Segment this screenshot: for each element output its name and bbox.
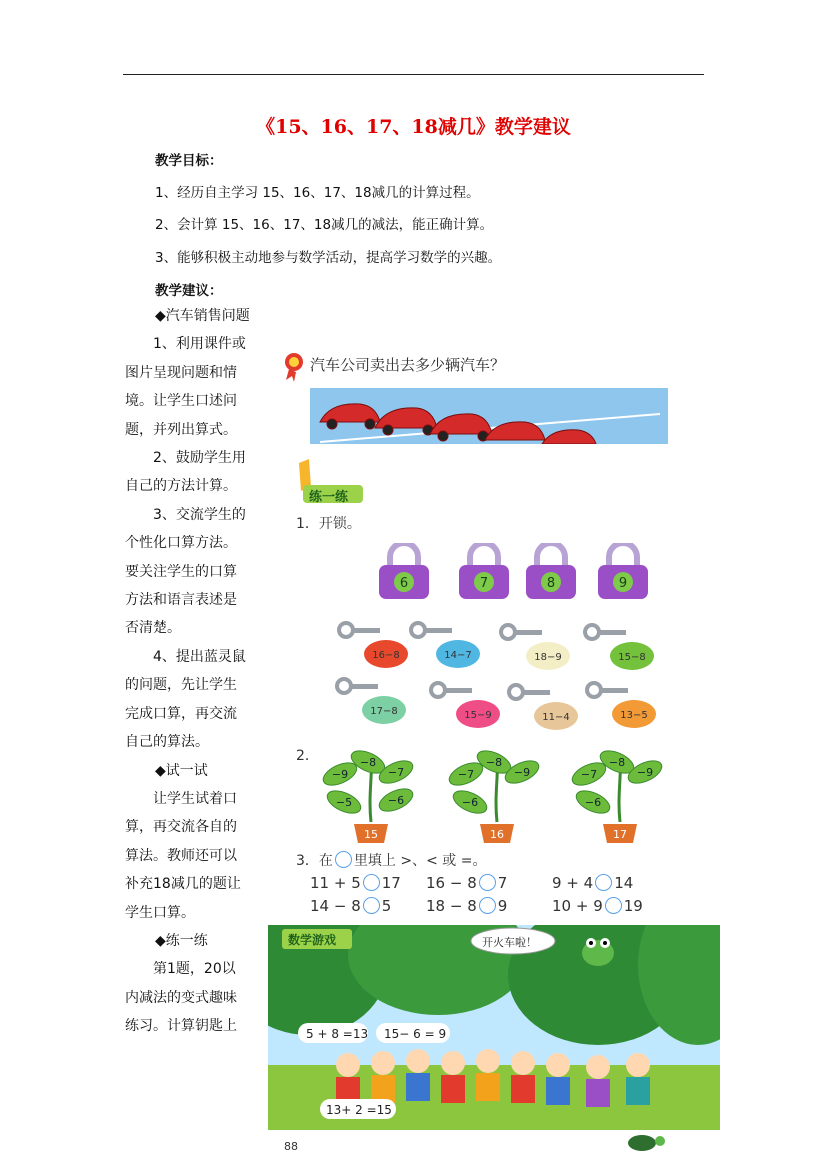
compare-left: 16 − 8 [426, 874, 477, 892]
lock-number: 7 [479, 576, 489, 591]
key-expression: 16−8 [372, 650, 400, 661]
compare-right: 14 [614, 874, 634, 892]
lock-number: 8 [546, 576, 556, 591]
side-line: 算，再交流各自的 [125, 819, 237, 836]
compare-item [310, 874, 401, 892]
side-line: ◆练一练 [155, 932, 208, 949]
game-label: 数学游戏 [288, 933, 337, 947]
leaf-label: −5 [335, 796, 353, 809]
q3-suffix: 里填上 >、< 或 =。 [353, 853, 487, 869]
compare-item [426, 897, 507, 915]
key-expression: 17−8 [370, 706, 398, 717]
goal-3: 3、能够积极主动地参与数学活动，提高学习数学的兴趣。 [155, 250, 502, 266]
side-line: 图片呈现问题和情 [125, 364, 237, 381]
leaf-label: −9 [636, 766, 654, 779]
q2-label: 2． [296, 748, 319, 764]
lock-number: 6 [399, 576, 409, 591]
car-figure [280, 344, 672, 444]
key [506, 682, 596, 734]
compare-item [552, 897, 643, 915]
answer-circle[interactable] [363, 874, 380, 891]
goal-2: 2、会计算 15、16、17、18减几的减法，能正确计算。 [155, 217, 494, 233]
side-line: 要关注学生的口算 [125, 563, 237, 580]
compare-right: 5 [381, 897, 392, 915]
compare-left: 10 + 9 [552, 897, 603, 915]
answer-circle[interactable] [479, 874, 496, 891]
plant-17 [567, 744, 673, 844]
key [498, 622, 588, 674]
answer-circle[interactable] [595, 874, 612, 891]
side-line: 自己的算法。 [125, 734, 209, 751]
side-line: 方法和语言表述是 [125, 592, 237, 609]
q3-prefix: 3．在 [296, 853, 333, 869]
key-expression: 13−5 [620, 710, 648, 721]
leaf-label: −6 [387, 794, 405, 807]
side-line: 3、交流学生的 [153, 506, 246, 523]
side-line: ◆汽车销售问题 [155, 308, 250, 324]
side-line: ◆试一试 [155, 762, 208, 779]
leaf-label: −9 [331, 768, 349, 781]
practice-banner [287, 457, 367, 507]
key [408, 620, 498, 672]
answer-circle[interactable] [605, 897, 622, 914]
frog-icon [582, 938, 614, 966]
page-number: 88 [284, 1140, 298, 1153]
speech-text: 开火车啦！ [482, 936, 537, 949]
compare-item [552, 874, 633, 892]
car-question: 汽车公司卖出去多少辆汽车？ [310, 356, 506, 374]
key-expression: 11−4 [542, 712, 570, 723]
plant-16 [444, 744, 550, 844]
key-expression: 14−7 [444, 650, 472, 661]
leaf-label: −6 [461, 796, 479, 809]
train-eq-2: 15− 6 = 9 [384, 1027, 447, 1041]
side-line: 完成口算，再交流 [125, 705, 237, 722]
key [334, 676, 424, 728]
pot-number: 16 [490, 828, 504, 841]
side-column [125, 302, 253, 1041]
side-line: 算法。教师还可以 [125, 847, 237, 864]
key-expression: 18−9 [534, 652, 562, 663]
leaf-label: −7 [387, 766, 405, 779]
side-line: 自己的方法计算。 [125, 478, 237, 495]
compare-right: 17 [381, 874, 401, 892]
answer-circle[interactable] [479, 897, 496, 914]
math-game-scene [268, 925, 720, 1130]
side-line: 练习。计算钥匙上 [125, 1018, 237, 1035]
medal-icon [285, 353, 303, 382]
leaf-label: −9 [513, 766, 531, 779]
compare-item [310, 897, 391, 915]
q1-label: 1．开锁。 [296, 516, 361, 532]
lock-8 [520, 543, 582, 601]
side-line: 否清楚。 [125, 620, 181, 637]
leaf-label: −6 [584, 796, 602, 809]
compare-right: 19 [623, 897, 643, 915]
leaf-label: −8 [485, 756, 503, 769]
goal-1: 1、经历自主学习 15、16、17、18减几的计算过程。 [155, 185, 480, 201]
practice-label: 练一练 [309, 490, 349, 505]
leaf-label: −7 [457, 768, 475, 781]
q3-label [296, 850, 486, 870]
compare-left: 9 + 4 [552, 874, 594, 892]
key [584, 680, 674, 732]
side-line: 2、鼓励学生用 [153, 450, 246, 467]
lock-7 [453, 543, 515, 601]
pot-number: 15 [364, 828, 378, 841]
side-line: 4、提出蓝灵鼠 [153, 648, 246, 665]
lock-6 [373, 543, 435, 601]
train-eq-3: 13+ 2 =15 [326, 1103, 392, 1117]
side-line: 的问题，先让学生 [125, 677, 237, 694]
header-rule [123, 74, 704, 75]
compare-item [426, 874, 507, 892]
side-line: 第1题，20以 [153, 961, 236, 978]
compare-left: 18 − 8 [426, 897, 477, 915]
compare-left: 11 + 5 [310, 874, 361, 892]
page-title: 《15、16、17、18减几》教学建议 [256, 116, 571, 138]
side-line: 1、利用课件或 [153, 336, 246, 353]
compare-left: 14 − 8 [310, 897, 361, 915]
compare-right: 9 [497, 897, 508, 915]
side-line: 补充18减几的题让 [125, 876, 241, 893]
goals-heading: 教学目标： [155, 153, 223, 169]
side-line: 个性化口算方法。 [125, 535, 237, 552]
leaf-label: −8 [359, 756, 377, 769]
side-line: 让学生试着口 [153, 790, 237, 807]
key-expression: 15−8 [618, 652, 646, 663]
key [428, 680, 518, 732]
turtle-icon [620, 1125, 680, 1153]
plant-15 [318, 744, 424, 844]
answer-circle[interactable] [363, 897, 380, 914]
lock-9 [592, 543, 654, 601]
leaf-label: −7 [580, 768, 598, 781]
leaf-label: −8 [608, 756, 626, 769]
key [582, 622, 672, 674]
side-line: 境。让学生口述问 [125, 393, 237, 410]
train-eq-1: 5 + 8 =13 [306, 1027, 369, 1041]
lock-number: 9 [618, 576, 628, 591]
key-expression: 15−9 [464, 710, 492, 721]
compare-right: 7 [497, 874, 508, 892]
side-line: 题，并列出算式。 [125, 421, 237, 438]
pot-number: 17 [613, 828, 627, 841]
suggest-heading: 教学建议： [155, 283, 223, 299]
side-line: 学生口算。 [125, 904, 195, 921]
side-line: 内减法的变式趣味 [125, 989, 237, 1006]
circle-icon [335, 851, 352, 868]
